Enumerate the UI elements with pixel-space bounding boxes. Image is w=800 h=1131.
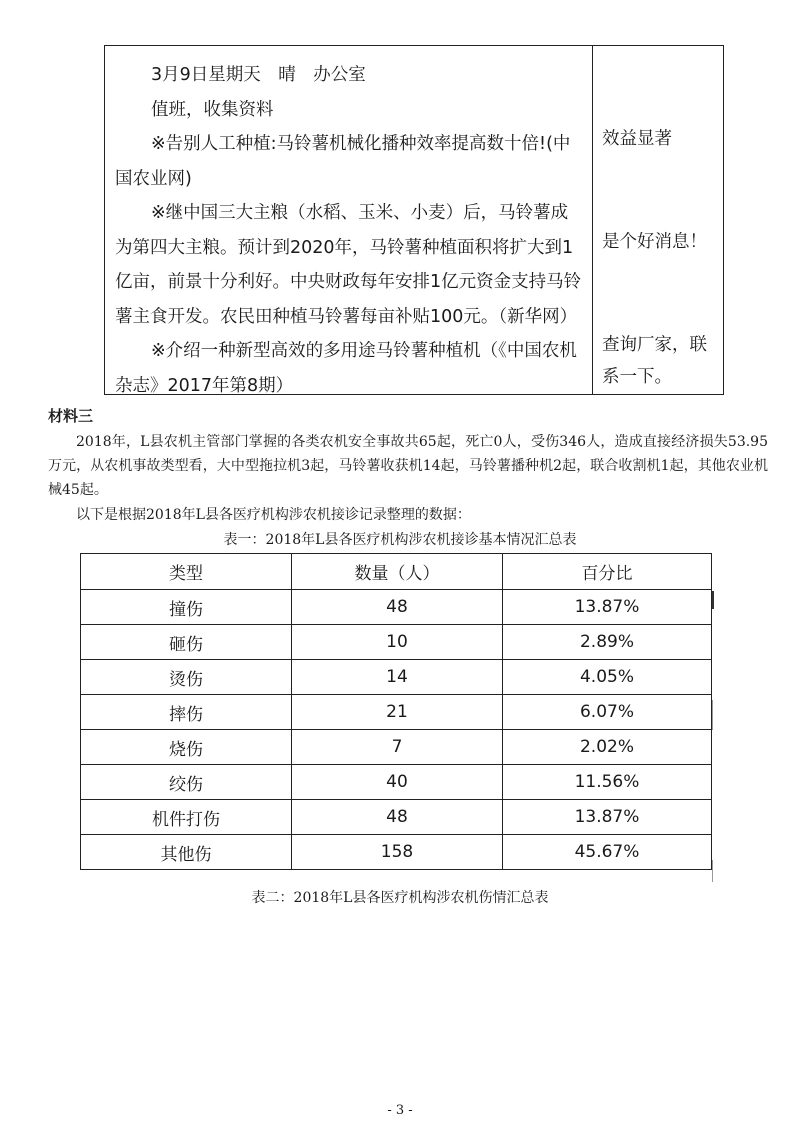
header-percent: 百分比 [503, 554, 712, 590]
cell-type: 机件打伤 [81, 800, 292, 835]
diary-date-line: 3月9日星期天 晴 办公室 [151, 65, 366, 85]
diary-note-3: ※介绍一种新型高效的多用途马铃薯种植机（《中国农机杂志》2017年第8期） [115, 341, 577, 396]
cell-percent: 13.87% [503, 590, 712, 625]
cell-type: 烫伤 [81, 660, 292, 695]
diary-comment-3: 查询厂家，联系一下。 [602, 335, 707, 387]
table-row [81, 765, 712, 800]
table-caption-1: 表一：2018年L县各医疗机构涉农机接诊基本情况汇总表 [223, 532, 577, 548]
diary-column-divider [592, 46, 593, 394]
table-row [81, 625, 712, 660]
cell-type: 绞伤 [81, 765, 292, 800]
cell-count: 7 [292, 730, 503, 765]
cell-percent: 11.56% [503, 765, 712, 800]
table-row [81, 730, 712, 765]
cell-count: 158 [292, 835, 503, 870]
scan-mark [712, 591, 714, 609]
table-caption-2: 表二：2018年L县各医疗机构涉农机伤情汇总表 [251, 890, 549, 906]
cell-type: 烧伤 [81, 730, 292, 765]
table-header-row [81, 554, 712, 590]
cell-type: 摔伤 [81, 695, 292, 730]
table-row [81, 800, 712, 835]
table-row [81, 660, 712, 695]
diary-note-1: ※告别人工种植:马铃薯机械化播种效率提高数十倍!(中国农业网) [115, 134, 571, 189]
cell-type: 砸伤 [81, 625, 292, 660]
diary-comment-1: 效益显著 [602, 129, 672, 149]
scan-mark [712, 860, 713, 882]
table-row [81, 590, 712, 625]
cell-count: 48 [292, 800, 503, 835]
scan-mark [712, 700, 713, 730]
cell-percent: 13.87% [503, 800, 712, 835]
cell-count: 21 [292, 695, 503, 730]
header-type: 类型 [81, 554, 292, 590]
cell-type: 其他伤 [81, 835, 292, 870]
cell-count: 14 [292, 660, 503, 695]
diary-duty-line: 值班，收集资料 [151, 99, 274, 120]
header-count: 数量（人） [292, 554, 503, 590]
diary-table [104, 45, 724, 395]
cell-count: 48 [292, 590, 503, 625]
cell-count: 10 [292, 625, 503, 660]
cell-percent: 4.05% [503, 660, 712, 695]
table-row [81, 835, 712, 870]
cell-percent: 2.89% [503, 625, 712, 660]
cell-type: 撞伤 [81, 590, 292, 625]
cell-percent: 2.02% [503, 730, 712, 765]
diary-note-2: ※继中国三大主粮（水稻、玉米、小麦）后，马铃薯成为第四大主粮。预计到2020年，马铃薯种植面积将扩大到1亿亩，前景十分利好。中央财政每年安排1亿元资金支持马铃薯主食开发。农民田种植马铃薯每亩补贴100元。（新华网） [115, 203, 582, 327]
table-row [81, 695, 712, 730]
cell-percent: 6.07% [503, 695, 712, 730]
paragraph-intro: 以下是根据2018年L县各医疗机构涉农机接诊记录整理的数据： [76, 507, 471, 523]
paragraph-accidents: 2018年，L县农机主管部门掌握的各类农机安全事故共65起，死亡0人，受伤346人，造成直接经济损失53.95万元，从农机事故类型看，大中型拖拉机3起，马铃薯收获机14起，马铃薯播种机2起，联合收割机1起，其他农业机械45起。 [48, 434, 768, 498]
cell-count: 40 [292, 765, 503, 800]
injury-table [80, 553, 712, 870]
page-number: - 3 - [387, 1103, 413, 1118]
diary-entry [105, 58, 592, 403]
cell-percent: 45.67% [503, 835, 712, 870]
diary-comment-2: 是个好消息！ [602, 232, 707, 252]
section-title: 材料三 [48, 407, 94, 425]
